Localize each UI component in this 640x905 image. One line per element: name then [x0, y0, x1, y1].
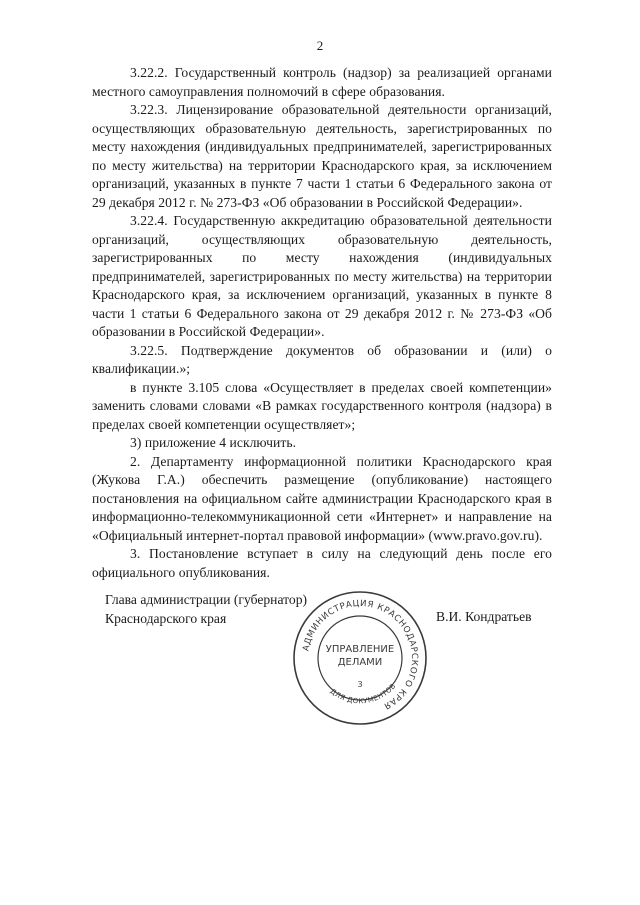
page-number: 2: [316, 38, 324, 53]
paragraph-3-22-2: 3.22.2. Государственный контроль (надзор) за реализацией органами местного самоуправления полномочий в сфере образования.: [92, 65, 552, 99]
stamp-center-line1: УПРАВЛЕНИЕ: [325, 644, 395, 655]
official-stamp: [290, 588, 430, 728]
paragraph-item-2: 2. Департаменту информационной политики Краснодарского края (Жукова Г.А.) обеспечить размещение (опубликование) настоящего постановления на официальном сайте администрации Краснодарского края в информационно-телекоммуникационной сети «Интернет» и направление на «Официальный интернет-портал правовой информации» (www.pravo.gov.ru).: [92, 453, 552, 543]
paragraph-item-3: 3. Постановление вступает в силу на следующий день после его официального опубликования.: [92, 546, 552, 580]
signature-title-line1: Глава администрации (губернатор): [105, 592, 308, 607]
stamp-center-line2: ДЕЛАМИ: [337, 657, 383, 668]
stamp-number: 3: [357, 680, 363, 689]
signature-title-line2: Краснодарского края: [105, 611, 227, 626]
signature-title: [105, 590, 307, 628]
paragraph-3-22-3: 3.22.3. Лицензирование образовательной деятельности организаций, осуществляющих образовательную деятельность, зарегистрированных по месту нахождения (индивидуальных предпринимателей, зарегистрированных по месту жительства) на территории Краснодарского края, за исключением организаций, указанных в пункте 7 части 1 статьи 6 Федерального закона от 29 декабря 2012 г. № 273-ФЗ «Об образовании в Российской Федерации».: [92, 102, 552, 210]
signatory-name: В.И. Кондратьев: [436, 609, 532, 624]
stamp-outer-text: АДМИНИСТРАЦИЯ КРАСНОДАРСКОГО КРАЯ: [301, 598, 420, 711]
stamp-bottom-text: ДЛЯ ДОКУМЕНТОВ: [328, 681, 398, 706]
paragraph-3-105-change: в пункте 3.105 слова «Осуществляет в пределах своей компетенции» заменить словами словами «В рамках государственного контроля (надзора) в пределах своей компетенции осуществляет»;: [92, 379, 552, 432]
document-body: [92, 64, 552, 582]
paragraph-appendix-removal: 3) приложение 4 исключить.: [130, 435, 297, 450]
paragraph-3-22-5: 3.22.5. Подтверждение документов об образовании и (или) о квалификации.»;: [92, 342, 552, 376]
paragraph-3-22-4: 3.22.4. Государственную аккредитацию образовательной деятельности организаций, осуществляющих образовательную деятельность, зарегистрированных по месту нахождения (индивидуальных предпринимателей, зарегистрированных по месту жительства) на территории Краснодарского края, за исключением организаций, указанных в пункте 8 части 1 статьи 6 Федерального закона от 29 декабря 2012 г. № 273-ФЗ «Об образовании в Российской Федерации».: [92, 213, 552, 339]
